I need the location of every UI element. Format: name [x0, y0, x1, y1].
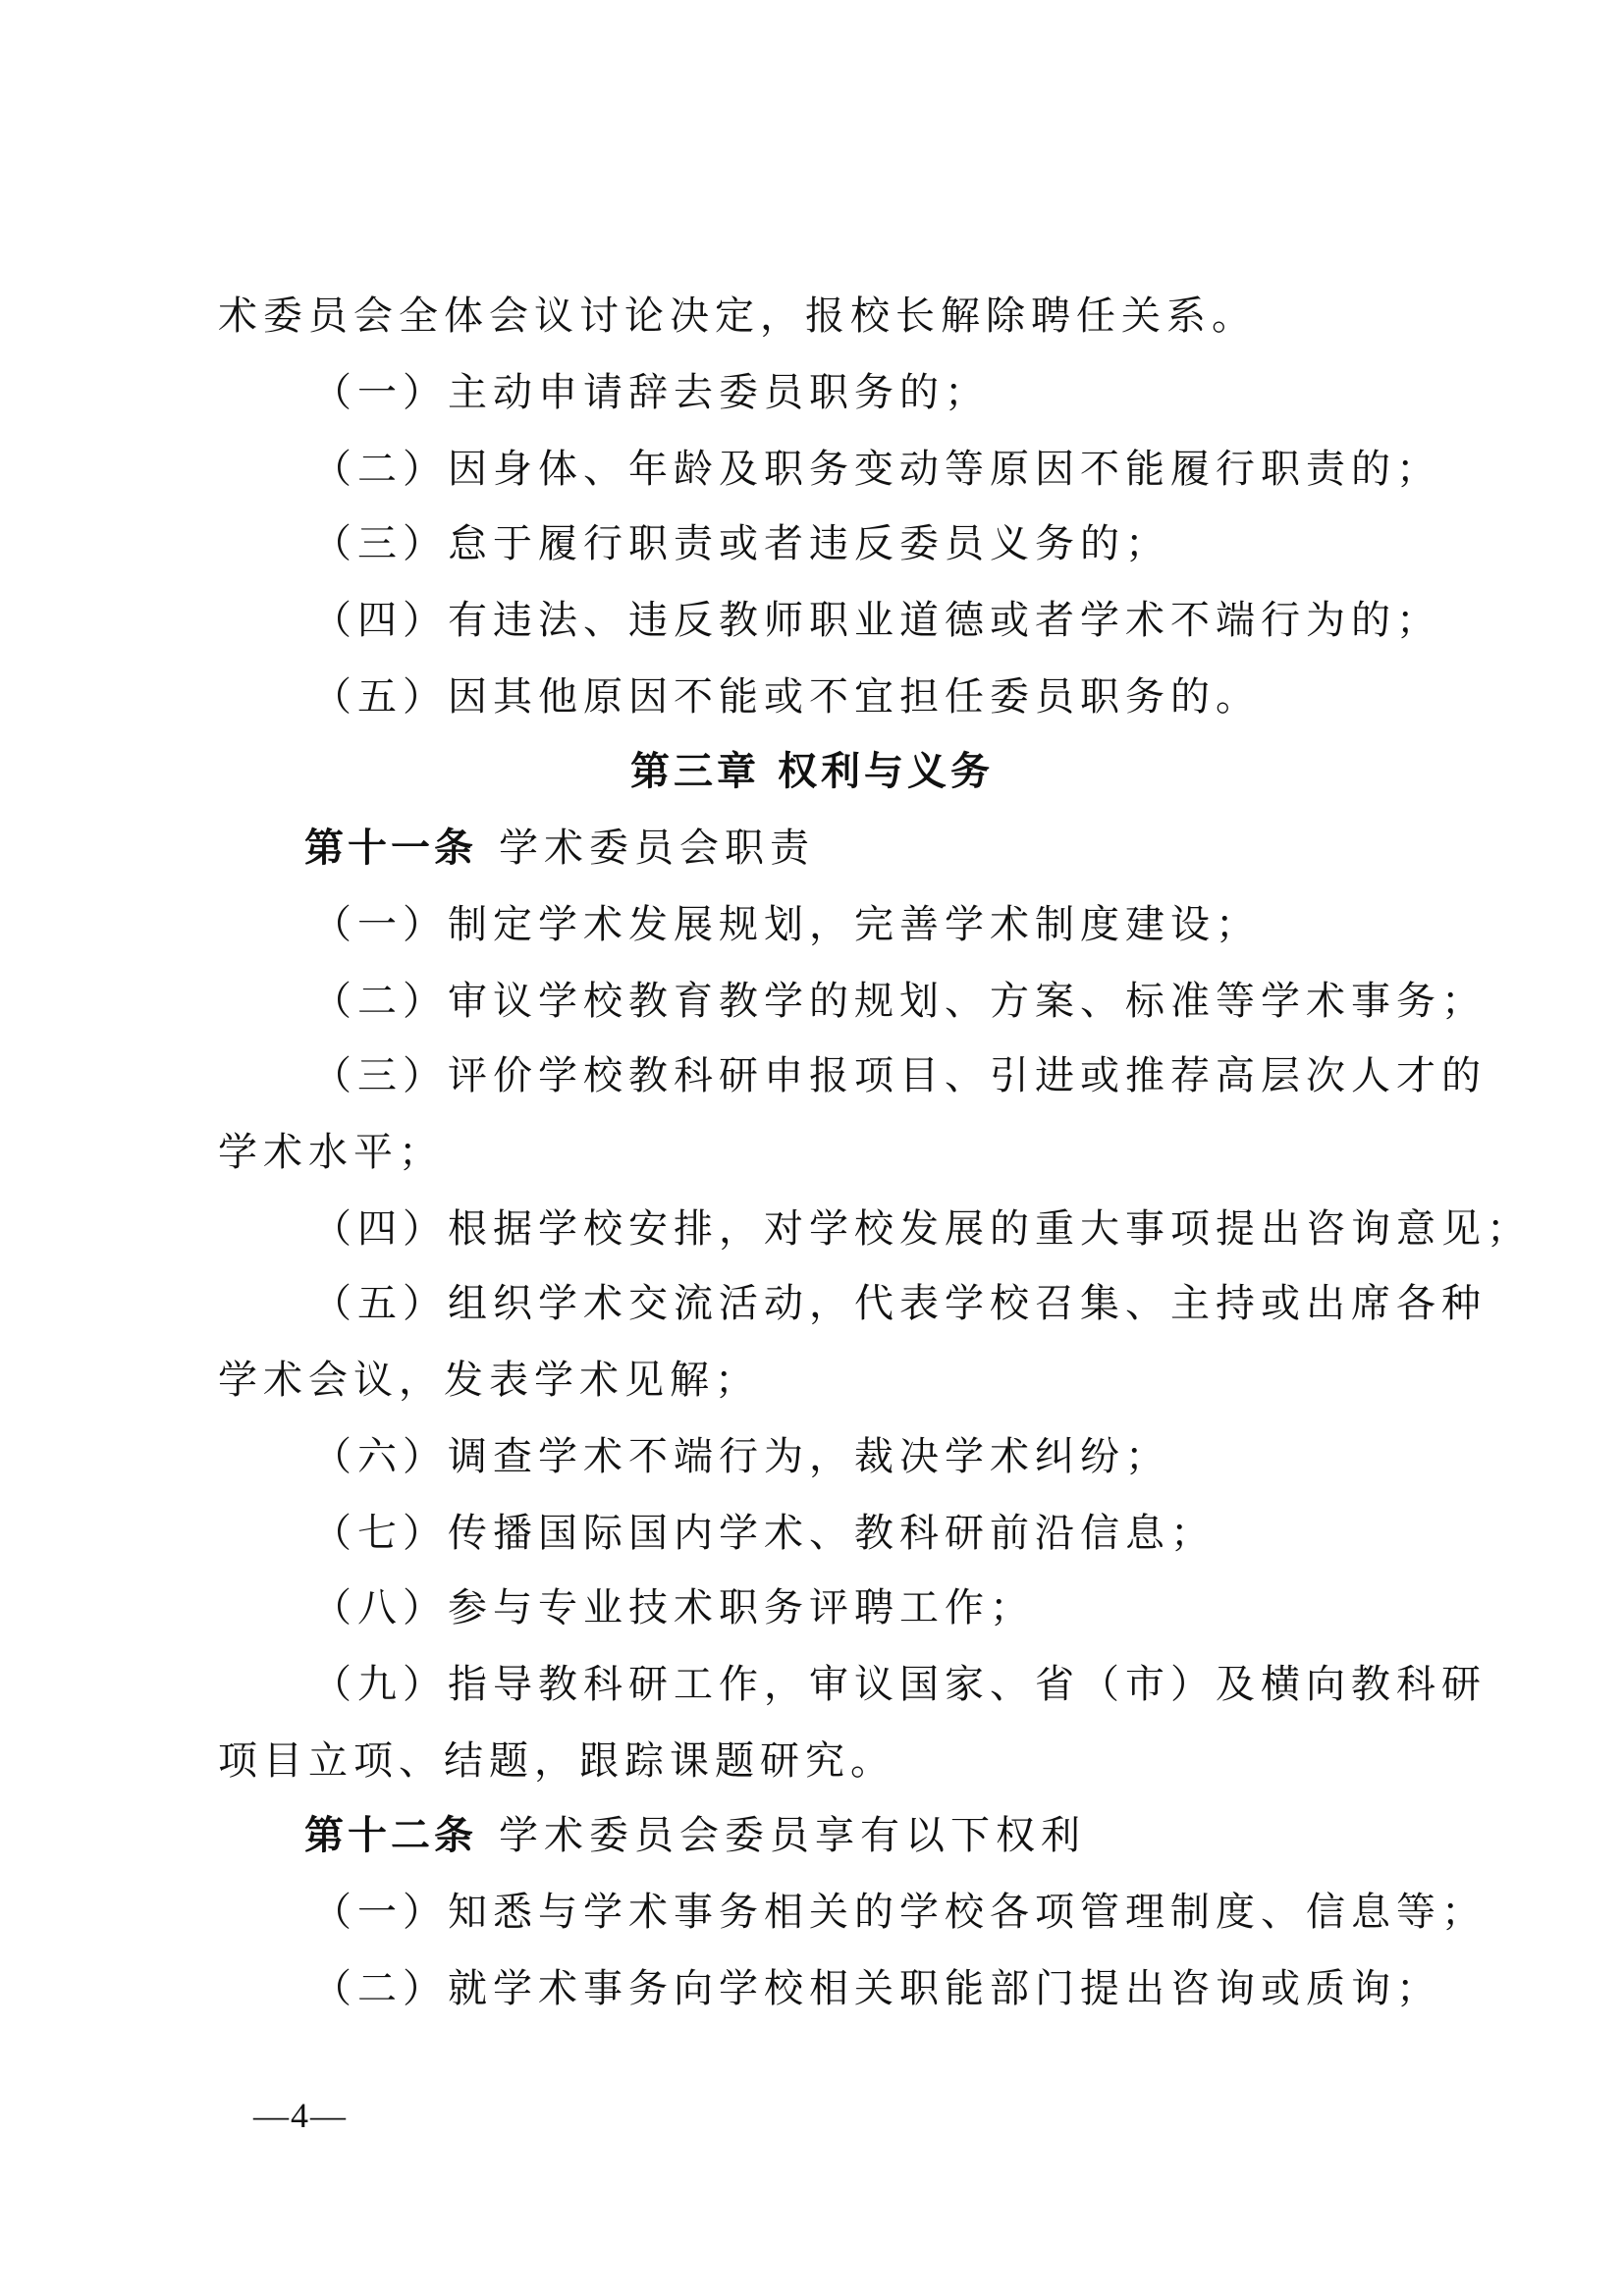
- article-11-heading: 第十一条: [304, 826, 477, 871]
- list-item: （三）评价学校教科研申报项目、引进或推荐高层次人才的: [312, 1053, 1487, 1098]
- list-item: （二）审议学校教育教学的规划、方案、标准等学术事务；: [312, 979, 1487, 1024]
- list-item: （一）主动申请辞去委员职务的；: [312, 370, 990, 415]
- list-item: （三）怠于履行职责或者违反委员义务的；: [312, 521, 1170, 566]
- page-number: —4—: [253, 2096, 348, 2135]
- chapter-title: 第三章 权利与义务: [630, 749, 994, 794]
- list-item: （一）制定学术发展规划，完善学术制度建设；: [312, 902, 1261, 947]
- list-item: （五）组织学术交流活动，代表学校召集、主持或出席各种: [312, 1281, 1487, 1326]
- list-item-continuation: 项目立项、结题，跟踪课题研究。: [218, 1738, 895, 1784]
- article-12: [0, 1812, 1624, 1859]
- article-12-text: 学术委员会委员享有以下权利: [499, 1813, 1086, 1858]
- list-item: （五）因其他原因不能或不宜担任委员职务的。: [312, 674, 1261, 720]
- list-item: （四）有违法、违反教师职业道德或者学术不端行为的；: [312, 598, 1441, 643]
- article-12-heading: 第十二条: [304, 1813, 477, 1858]
- list-item-continuation: 学术会议，发表学术见解；: [218, 1358, 760, 1403]
- list-item: （四）根据学校安排，对学校发展的重大事项提出咨询意见；: [312, 1206, 1532, 1252]
- list-item-continuation: 学术水平；: [218, 1130, 444, 1175]
- list-item: （二）就学术事务向学校相关职能部门提出咨询或质询；: [312, 1966, 1441, 2011]
- article-11: [0, 825, 1624, 872]
- list-item: （八）参与专业技术职务评聘工作；: [312, 1585, 1035, 1630]
- list-item: （六）调查学术不端行为，裁决学术纠纷；: [312, 1434, 1170, 1479]
- list-item: （二）因身体、年龄及职务变动等原因不能履行职责的；: [312, 447, 1441, 492]
- list-item: （九）指导教科研工作，审议国家、省（市）及横向教科研: [312, 1662, 1487, 1707]
- paragraph-line: 术委员会全体会议讨论决定，报校长解除聘任关系。: [218, 294, 1257, 339]
- list-item: （一）知悉与学术事务相关的学校各项管理制度、信息等；: [312, 1890, 1487, 1935]
- article-11-text: 学术委员会职责: [499, 826, 815, 871]
- list-item: （七）传播国际国内学术、教科研前沿信息；: [312, 1511, 1216, 1556]
